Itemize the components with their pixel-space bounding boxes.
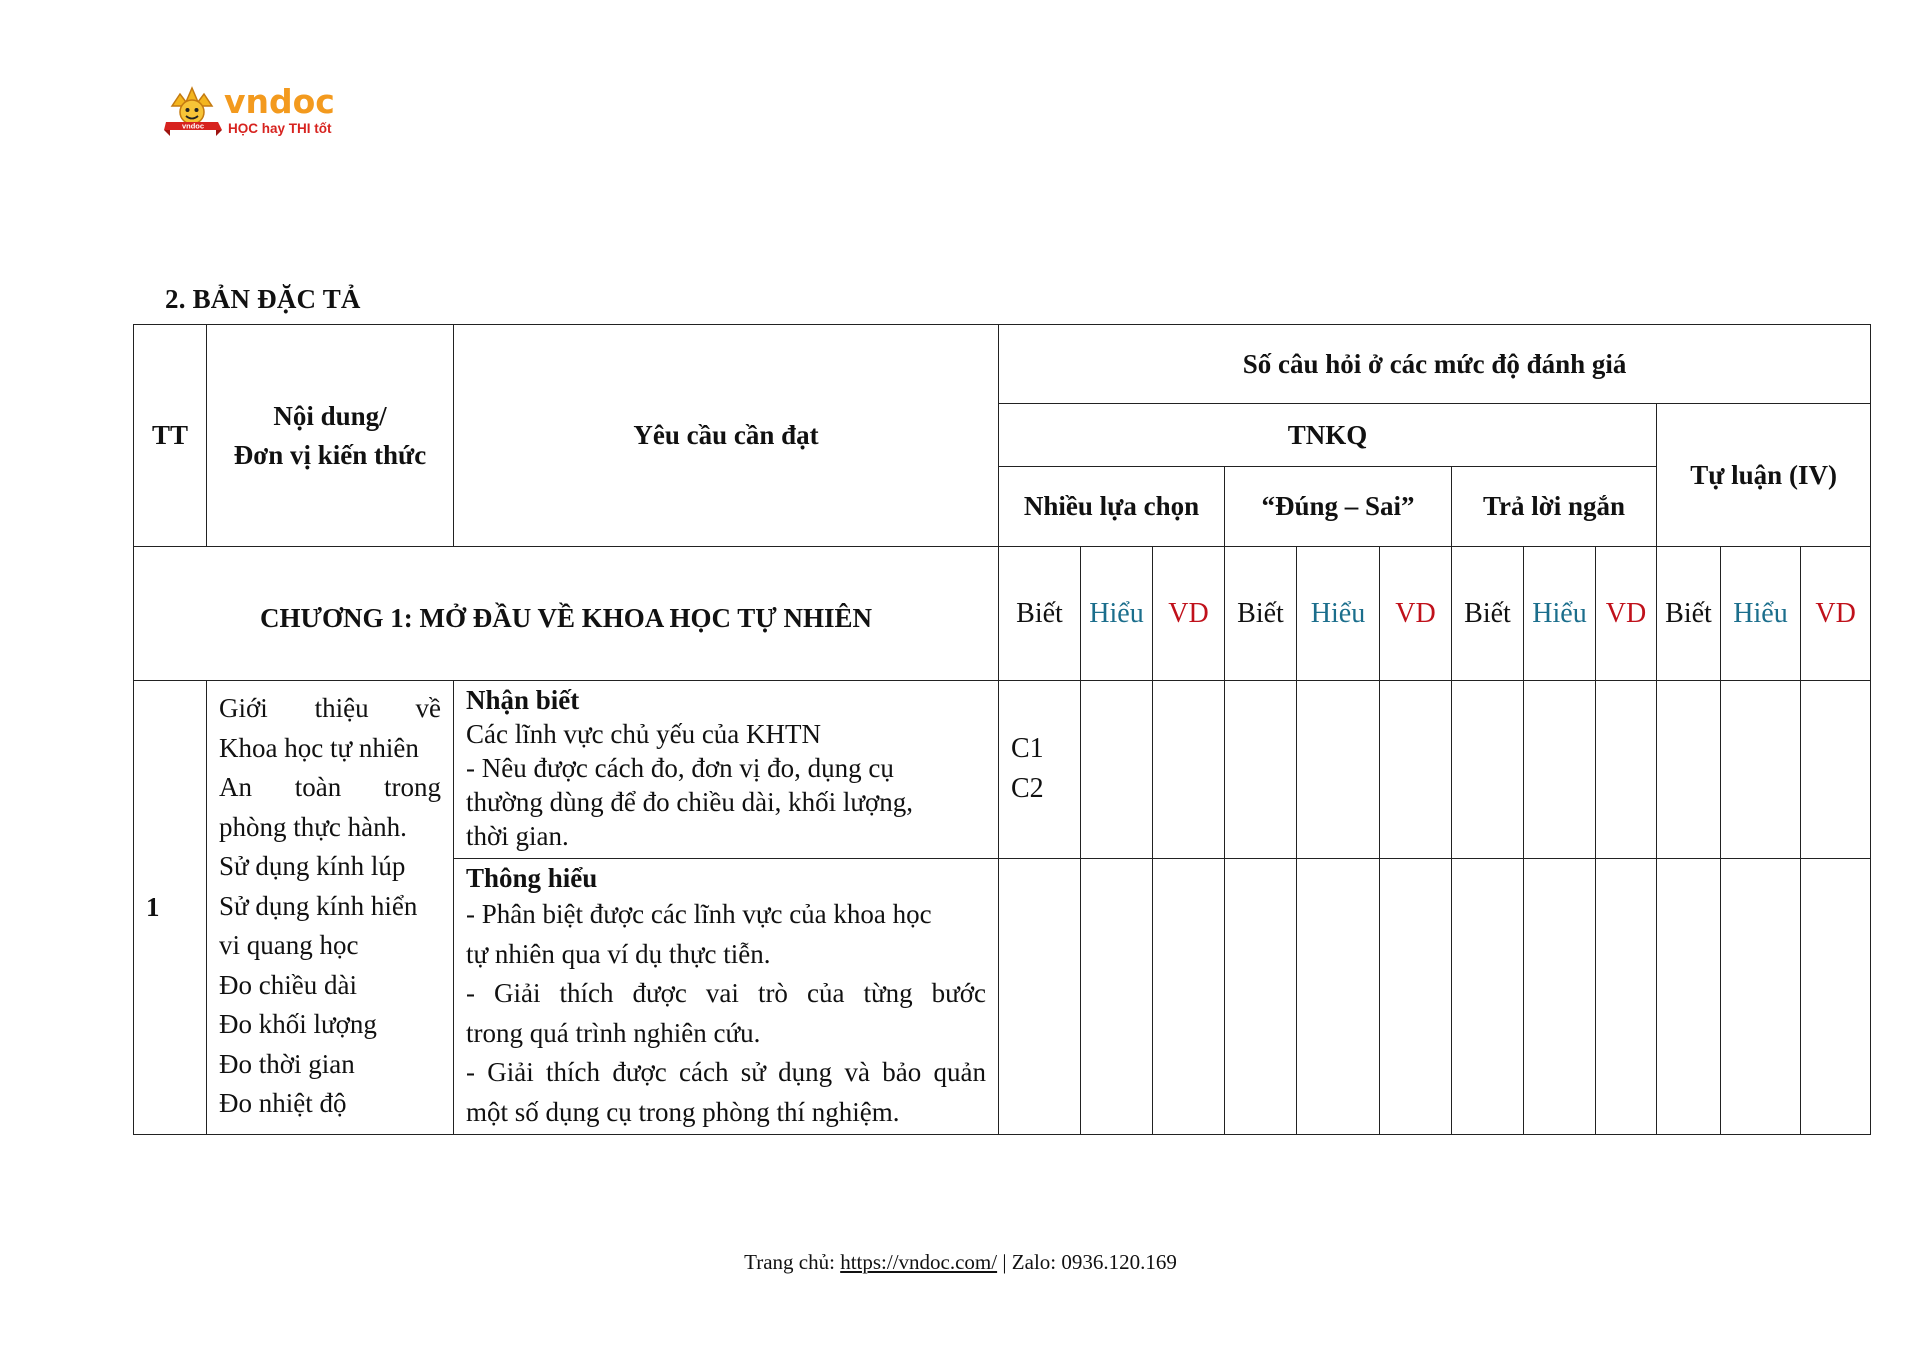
empty-cell [999,859,1081,1135]
empty-cell [1801,681,1871,859]
levels-row-top [134,547,1871,589]
requirement-line: thời gian. [466,821,569,851]
requirement-line: thường dùng để đo chiều dài, khối lượng, [466,787,914,817]
requirement-line: một số dụng cụ trong phòng thí nghiệm. [466,1096,900,1127]
empty-cell [1452,859,1524,1135]
content-header-line2: Đơn vị kiến thức [233,439,427,470]
question-code: C1 [1011,733,1044,764]
empty-cell [1081,681,1153,859]
levels-group-header: Số câu hỏi ở các mức độ đánh giá [999,325,1871,404]
requirement-line: Các lĩnh vực chủ yếu của KHTN [466,719,822,749]
level-hieu-tf: Hiểu [1297,547,1380,681]
recognize-heading: Nhận biết [466,685,580,715]
unit-line: phòng thực hành. [219,811,407,842]
level-biet-essay: Biết [1657,547,1721,681]
true-false-header: “Đúng – Sai” [1225,467,1452,547]
empty-cell [1524,859,1596,1135]
empty-cell [1081,859,1153,1135]
question-code: C2 [1011,773,1044,804]
content-header [207,325,454,547]
header-row-1 [134,325,1871,404]
chapter-title: CHƯƠNG 1: MỞ ĐẦU VỀ KHOA HỌC TỰ NHIÊN [134,547,999,681]
logo-badge-text: vndoc [181,121,205,131]
empty-cell [1657,859,1721,1135]
unit-line: Đo nhiệt độ [219,1088,347,1118]
unit-line: Sử dụng kính lúp [219,851,406,881]
level-hieu-essay: Hiểu [1721,547,1801,681]
content-header-line1: Nội dung/ [273,400,387,431]
spec-table [133,324,1871,1135]
requirement-line: - Giải thích được cách sử dụng và bảo quản [466,1057,986,1087]
multiple-choice-header: Nhiều lựa chọn [999,467,1225,547]
essay-header: Tự luận (IV) [1657,404,1871,547]
understand-heading: Thông hiểu [466,863,598,893]
homepage-link[interactable]: https://vndoc.com/ [840,1250,998,1274]
level-hieu-mc: Hiểu [1081,547,1153,681]
empty-cell [1721,859,1801,1135]
unit-line: Đo chiều dài [219,969,357,1000]
requirement-line: - Phân biệt được các lĩnh vực của khoa học [466,899,932,929]
empty-cell [1657,681,1721,859]
level-biet-mc: Biết [999,547,1081,681]
requirement-header: Yêu cầu cần đạt [454,325,999,547]
empty-cell [1380,681,1452,859]
empty-cell [1801,859,1871,1135]
level-vd-tf: VD [1380,547,1452,681]
requirement-understand-cell [454,859,999,1135]
tnkq-header: TNKQ [999,404,1657,467]
footer-prefix: Trang chủ: [744,1250,841,1274]
unit-line: Sử dụng kính hiển [219,890,418,921]
empty-cell [1225,859,1297,1135]
requirement-line: trong quá trình nghiên cứu. [466,1017,761,1048]
unit-line: Đo thời gian [219,1048,355,1079]
logo-brand-text: vndoc [224,82,335,121]
empty-cell [1153,859,1225,1135]
unit-line: Giới thiệu về [219,693,441,723]
requirement-line: - Nêu được cách đo, đơn vị đo, dụng cụ [466,753,894,783]
unit-line: Đo khối lượng [219,1009,377,1039]
unit-line: Khoa học tự nhiên [219,732,419,763]
vndoc-logo-icon [164,80,364,150]
level-hieu-sa: Hiểu [1524,547,1596,681]
level-biet-tf: Biết [1225,547,1297,681]
requirement-recognize-cell [454,681,999,859]
level-vd-essay: VD [1801,547,1871,681]
unit-line: An toàn trong [219,772,441,802]
page-footer [0,1250,1921,1275]
requirement-line: - Giải thích được vai trò của từng bước [466,978,986,1008]
row-number: 1 [134,681,207,1135]
question-codes-cell [999,681,1081,859]
unit-line: vi quang học [219,930,359,960]
empty-cell [1596,859,1657,1135]
level-biet-sa: Biết [1452,547,1524,681]
requirement-line: tự nhiên qua ví dụ thực tiễn. [466,938,771,969]
level-vd-sa: VD [1596,547,1657,681]
short-answer-header: Trả lời ngắn [1452,467,1657,547]
level-vd-mc: VD [1153,547,1225,681]
empty-cell [1153,681,1225,859]
empty-cell [1380,859,1452,1135]
empty-cell [1297,859,1380,1135]
vndoc-logo [164,80,364,150]
logo-tagline-text: HỌC hay THI tốt [228,121,332,136]
knowledge-unit-cell [207,681,454,1135]
empty-cell [1297,681,1380,859]
empty-cell [1452,681,1524,859]
table-row [134,681,1871,859]
empty-cell [1524,681,1596,859]
tt-header: TT [134,325,207,547]
empty-cell [1596,681,1657,859]
footer-suffix: | Zalo: 0936.120.169 [997,1250,1177,1274]
empty-cell [1225,681,1297,859]
section-title: 2. BẢN ĐẶC TẢ [165,284,361,314]
empty-cell [1721,681,1801,859]
